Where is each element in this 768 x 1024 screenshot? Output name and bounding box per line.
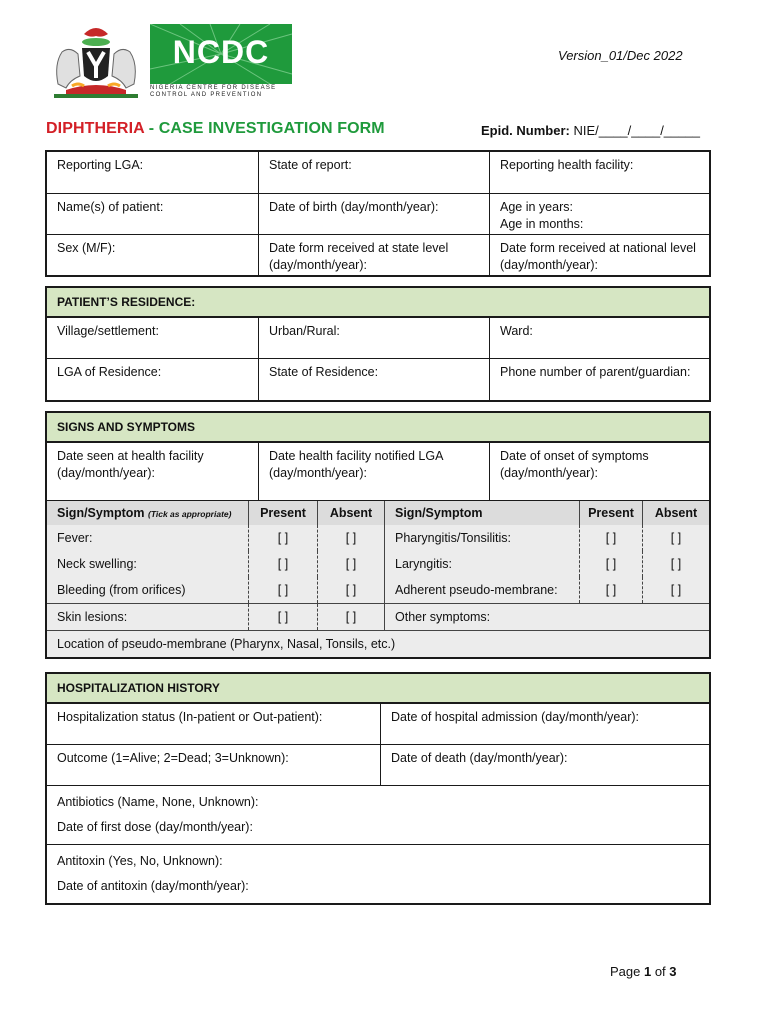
title-form-name: CASE INVESTIGATION FORM xyxy=(158,120,385,137)
antibiotics-block[interactable] xyxy=(47,786,709,844)
absent2-header: Absent xyxy=(642,501,709,525)
logo-text: NCDC xyxy=(172,34,270,70)
symptom-label: Adherent pseudo-membrane: xyxy=(384,577,579,603)
absent-checkbox[interactable]: [ ] xyxy=(317,577,384,603)
lga-residence-field[interactable]: LGA of Residence: xyxy=(47,359,259,400)
form-title xyxy=(46,120,385,138)
coat-of-arms-logo xyxy=(44,20,148,100)
present-checkbox[interactable]: [ ] xyxy=(248,577,317,603)
hospital-status-field[interactable]: Hospitalization status (In-patient or Out-patient): xyxy=(47,704,381,744)
present-checkbox[interactable]: [ ] xyxy=(579,551,642,577)
death-date-field[interactable]: Date of death (day/month/year): xyxy=(391,751,568,765)
reporting-lga-field[interactable]: Reporting LGA: xyxy=(47,152,259,193)
present-checkbox[interactable]: [ ] xyxy=(579,577,642,603)
date-state-field[interactable]: Date form received at state level (day/month/year): xyxy=(259,235,490,275)
reporting-facility-field[interactable]: Reporting health facility: xyxy=(500,158,634,172)
skin-lesions-label: Skin lesions: xyxy=(57,610,128,624)
tick-note: (Tick as appropriate) xyxy=(148,509,232,519)
state-residence-field[interactable]: State of Residence: xyxy=(259,359,490,400)
of-label: of xyxy=(651,964,670,979)
date-seen-field[interactable]: Date seen at health facility (day/month/year): xyxy=(47,443,259,500)
date-national-field[interactable]: Date form received at national level (day/month/year): xyxy=(500,241,696,272)
ncdc-logo xyxy=(150,24,292,100)
phone-field[interactable]: Phone number of parent/guardian: xyxy=(500,365,691,379)
date-notified-field[interactable]: Date health facility notified LGA (day/month/year): xyxy=(259,443,490,500)
basic-info-table xyxy=(45,150,711,277)
epid-label: Epid. Number: xyxy=(481,123,570,138)
symptom-label: Laryngitis: xyxy=(384,551,579,577)
symptom-row xyxy=(47,551,709,577)
symptom-row xyxy=(47,525,709,551)
antibiotics-label: Antibiotics (Name, None, Unknown): xyxy=(57,795,259,809)
patient-name-field[interactable]: Name(s) of patient: xyxy=(47,194,259,234)
symptom-column-header xyxy=(47,506,248,520)
symptom-row xyxy=(47,577,709,603)
logo-subtitle-line-2: CONTROL AND PREVENTION xyxy=(150,92,263,98)
page-current: 1 xyxy=(643,964,652,979)
location-row xyxy=(47,630,709,657)
page-total: 3 xyxy=(669,964,677,979)
location-field[interactable]: Location of pseudo-membrane (Pharynx, Nasal, Tonsils, etc.) xyxy=(57,637,396,651)
symptom-label: Pharyngitis/Tonsilitis: xyxy=(384,525,579,551)
hospitalization-table xyxy=(45,672,711,905)
present-header: Present xyxy=(248,501,317,525)
present-checkbox[interactable]: [ ] xyxy=(248,525,317,551)
admission-date-field[interactable]: Date of hospital admission (day/month/year): xyxy=(391,710,640,724)
title-separator: - xyxy=(144,120,159,137)
signs-symptoms-table xyxy=(45,411,711,659)
present-checkbox[interactable]: [ ] xyxy=(248,604,317,630)
urban-rural-field[interactable]: Urban/Rural: xyxy=(259,318,490,358)
hospital-heading: HOSPITALIZATION HISTORY xyxy=(47,674,709,704)
antitoxin-label: Antitoxin (Yes, No, Unknown): xyxy=(57,854,223,868)
other-symptoms-field[interactable]: Other symptoms: xyxy=(384,604,709,630)
outcome-field[interactable]: Outcome (1=Alive; 2=Dead; 3=Unknown): xyxy=(47,745,381,785)
absent-header: Absent xyxy=(317,501,384,525)
residence-table xyxy=(45,286,711,402)
first-dose-label: Date of first dose (day/month/year): xyxy=(57,820,253,834)
logo-subtitle xyxy=(150,85,292,99)
sex-field[interactable]: Sex (M/F): xyxy=(47,235,259,275)
epid-number[interactable] xyxy=(481,123,700,138)
absent-checkbox[interactable]: [ ] xyxy=(317,525,384,551)
symptom-col-label: Sign/Symptom xyxy=(57,506,145,520)
absent-checkbox[interactable]: [ ] xyxy=(642,577,709,603)
age-field[interactable] xyxy=(490,194,709,234)
logo-subtitle-line-1: NIGERIA CENTRE FOR DISEASE xyxy=(150,85,277,91)
skin-lesions-row xyxy=(47,603,709,630)
version-label: Version_01/Dec 2022 xyxy=(558,48,683,63)
symptom-checklist xyxy=(47,501,709,657)
age-years-label: Age in years: xyxy=(500,200,573,214)
page-label: Page xyxy=(610,964,644,979)
signs-heading: SIGNS AND SYMPTOMS xyxy=(47,413,709,443)
absent-checkbox[interactable]: [ ] xyxy=(317,551,384,577)
present-checkbox[interactable]: [ ] xyxy=(248,551,317,577)
symptom-label: Neck swelling: xyxy=(57,557,137,571)
antitoxin-date-label: Date of antitoxin (day/month/year): xyxy=(57,879,249,893)
absent-checkbox[interactable]: [ ] xyxy=(642,525,709,551)
symptom-label: Bleeding (from orifices) xyxy=(57,583,186,597)
village-field[interactable]: Village/settlement: xyxy=(47,318,259,358)
date-onset-field[interactable]: Date of onset of symptoms (day/month/year): xyxy=(500,449,649,480)
symptom-label: Fever: xyxy=(57,531,93,545)
symptom-header-row xyxy=(47,501,709,525)
page-number xyxy=(610,964,677,979)
epid-value[interactable]: NIE/____/____/_____ xyxy=(569,123,700,138)
present-checkbox[interactable]: [ ] xyxy=(579,525,642,551)
state-of-report-field[interactable]: State of report: xyxy=(259,152,490,193)
dob-field[interactable]: Date of birth (day/month/year): xyxy=(259,194,490,234)
ward-field[interactable]: Ward: xyxy=(500,324,533,338)
title-disease: DIPHTHERIA xyxy=(46,120,145,137)
present2-header: Present xyxy=(579,501,642,525)
age-months-label: Age in months: xyxy=(500,217,584,231)
symptom2-header: Sign/Symptom xyxy=(384,501,579,525)
residence-heading: PATIENT’S RESIDENCE: xyxy=(47,288,709,318)
absent-checkbox[interactable]: [ ] xyxy=(317,604,384,630)
absent-checkbox[interactable]: [ ] xyxy=(642,551,709,577)
antitoxin-block[interactable] xyxy=(47,845,709,903)
